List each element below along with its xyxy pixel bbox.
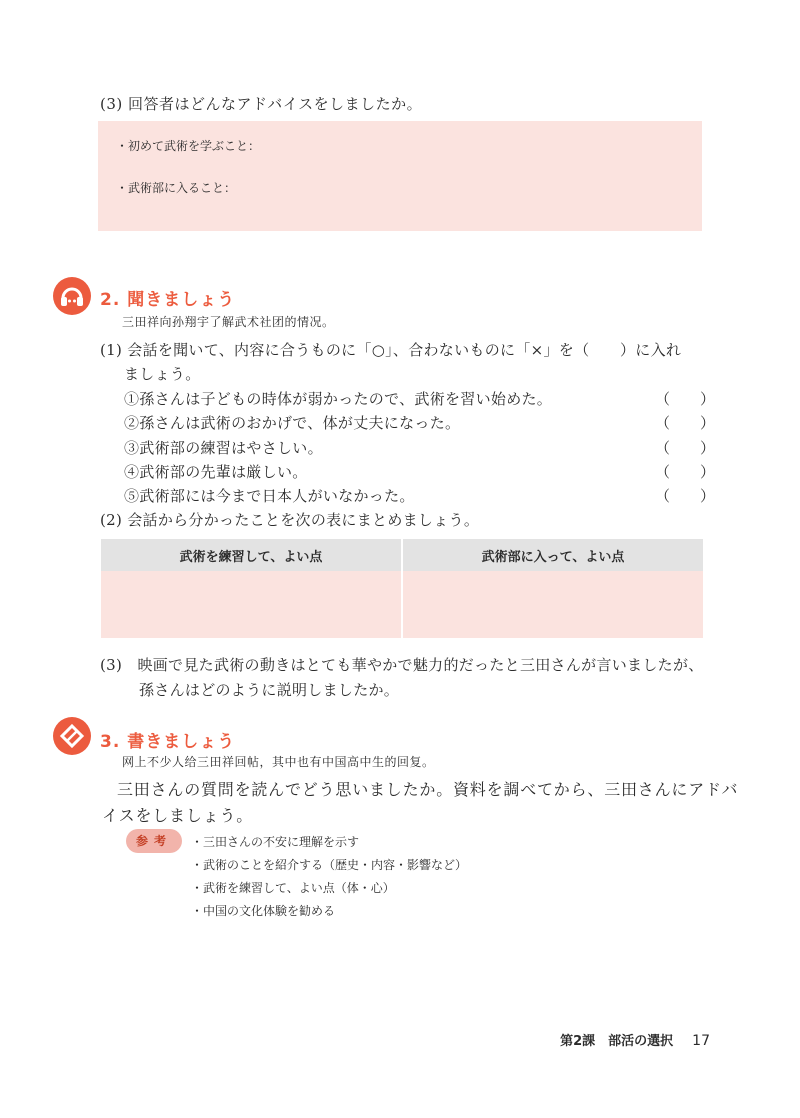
answer-box-advice [98, 121, 702, 231]
answer-paren-1[interactable]: （ ） [655, 390, 716, 408]
reference-badge: 参考 [126, 829, 182, 853]
table-cell-join[interactable] [402, 571, 703, 638]
pencil-icon [53, 717, 91, 755]
question-3-line-1: (3) 映画で見た武術の動きはとても華やかで魅力的だったと三田さんが言いましたが、 [100, 656, 704, 674]
question-1-line-2: ましょう。 [124, 365, 201, 383]
section-3-title: 書きましょう [127, 732, 236, 752]
advice-item-join-club: ・武術部に入ること： [116, 181, 237, 195]
statement-4: ④武術部の先輩は厳しい。 [124, 463, 308, 481]
table-cell-practice[interactable] [101, 571, 402, 638]
statement-2: ②孫さんは武術のおかげで、体が丈夫になった。 [124, 414, 461, 432]
question-1-line-1: (1) 会話を聞いて、内容に合うものに「○」、合わないものに「×」を（ ）に入れ [100, 341, 682, 359]
question-3-line-2: 孫さんはどのように説明しましたか。 [139, 681, 400, 699]
lesson-title: 第2課 部活の選択 [560, 1034, 674, 1049]
section-3-heading [100, 727, 235, 752]
statement-5: ⑤武術部には今まで日本人がいなかった。 [124, 487, 415, 505]
section-2-title: 聞きましょう [127, 290, 236, 310]
section-2-number: 2. [100, 290, 121, 310]
reference-item-2: ・武術のことを紹介する（歴史・内容・影響など） [191, 858, 468, 872]
table-header-practice: 武術を練習して、よい点 [101, 539, 402, 571]
section-2-chinese-note: 三田祥向孙翔宇了解武术社团的情况。 [122, 315, 335, 329]
answer-paren-2[interactable]: （ ） [655, 414, 716, 432]
statement-1: ①孫さんは子どもの時体が弱かったので、武術を習い始めた。 [124, 390, 553, 408]
reference-item-1: ・三田さんの不安に理解を示す [191, 835, 360, 849]
table-header-join: 武術部に入って、よい点 [402, 539, 703, 571]
writing-instruction-line-1: 三田さんの質問を読んでどう思いましたか。資料を調べてから、三田さんにアドバ [117, 780, 739, 799]
advice-item-first-time: ・初めて武術を学ぶこと： [116, 139, 261, 153]
writing-instruction-line-2: イスをしましょう。 [102, 806, 254, 825]
page-footer [560, 1030, 710, 1049]
page-number: 17 [692, 1033, 710, 1049]
section-3-chinese-note: 网上不少人给三田祥回帖，其中也有中国高中生的回复。 [122, 755, 435, 769]
statement-3: ③武術部の練習はやさしい。 [124, 439, 323, 457]
answer-paren-3[interactable]: （ ） [655, 439, 716, 457]
section-3-number: 3. [100, 732, 121, 752]
question-2: (2) 会話から分かったことを次の表にまとめましょう。 [100, 511, 480, 529]
question-3-advice: (3) 回答者はどんなアドバイスをしましたか。 [100, 95, 423, 113]
summary-table [101, 539, 703, 638]
headphones-icon [53, 277, 91, 315]
reference-item-3: ・武術を練習して、よい点（体・心） [191, 881, 395, 895]
section-2-heading [100, 285, 235, 310]
answer-paren-5[interactable]: （ ） [655, 487, 716, 505]
answer-paren-4[interactable]: （ ） [655, 463, 716, 481]
reference-item-4: ・中国の文化体験を勧める [191, 904, 336, 918]
